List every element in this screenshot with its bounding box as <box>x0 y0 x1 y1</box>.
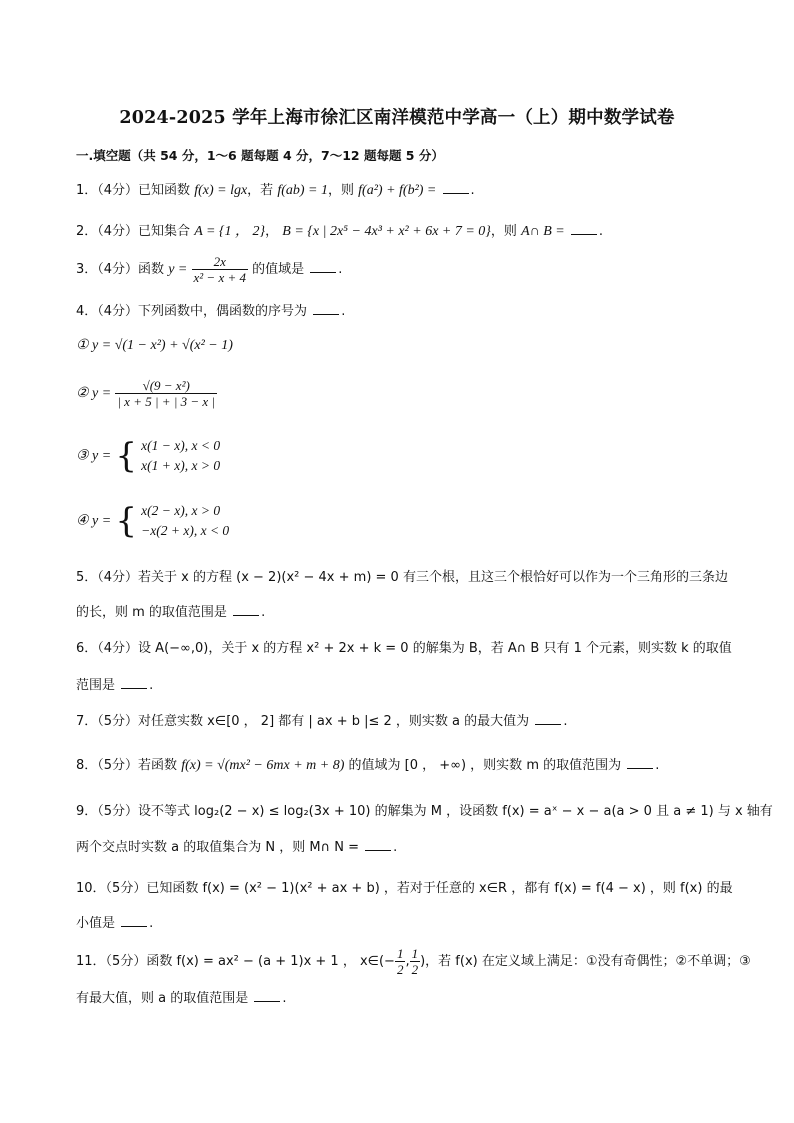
question-2 <box>76 220 603 240</box>
answer-blank[interactable] <box>443 182 469 194</box>
q1-text2: ，则 <box>328 183 355 198</box>
answer-blank[interactable] <box>627 757 653 769</box>
q1-label: 1．（4分）已知函数 <box>76 183 191 198</box>
answer-blank[interactable] <box>571 223 597 235</box>
q4-option-4-label: ④ y = <box>76 513 112 529</box>
q4-option-2 <box>76 378 217 409</box>
answer-blank[interactable] <box>121 915 147 927</box>
q5-end: . <box>261 605 266 620</box>
q9-end: . <box>393 840 398 855</box>
q11-fraction-1-den: 2 <box>396 962 404 977</box>
q8-end: . <box>655 758 660 773</box>
section-heading: 一.填空题（共 54 分，1～6 题每题 4 分，7～12 题每题 5 分） <box>76 148 444 163</box>
q8-function: f(x) = √(mx² − 6mx + m + 8) <box>181 758 345 773</box>
q11-text-a: 11．（5分）函数 f(x) = ax² − (a + 1)x + 1 ， x∈(− <box>76 954 395 969</box>
q3-denominator: x² − x + 4 <box>193 270 246 285</box>
q1-function: f(x) = lgx <box>194 183 248 198</box>
q4-option-4-cases <box>141 501 229 541</box>
question-5-cont <box>76 601 265 620</box>
q4-option-2-fraction <box>115 378 217 409</box>
q11-line-2: 有最大值，则 a 的取值范围是 <box>76 991 249 1006</box>
q4-label: 4．（4分）下列函数中，偶函数的序号为 <box>76 304 308 319</box>
q4-option-4 <box>76 501 229 541</box>
left-brace: { <box>115 436 137 476</box>
question-9: 9．（5分）设不等式 log₂(2 − x) ≤ log₂(3x + 10) 的解集为 M ，设函数 f(x) = aˣ − x − a(a > 0 且 a ≠ 1) 与 x 轴有 <box>76 804 773 819</box>
answer-blank[interactable] <box>535 713 561 725</box>
q4-option-2-numerator: √(9 − x²) <box>115 378 217 394</box>
q10-line-2: 小值是 <box>76 916 116 931</box>
q2-set-a: A = {1 ， 2} <box>194 224 266 239</box>
q3-numerator: 2x <box>192 254 248 270</box>
q3-lhs: y = <box>168 262 188 277</box>
question-1 <box>76 179 475 199</box>
q4-option-3 <box>76 436 220 476</box>
q11-fraction-2 <box>410 946 421 977</box>
q1-end: . <box>470 183 475 198</box>
q2-expression: A∩ B = <box>521 224 565 239</box>
q4-option-2-denominator: | x + 5 | + | 3 − x | <box>117 394 216 409</box>
q1-expression: f(a²) + f(b²) = <box>358 183 437 198</box>
q2-text: ， <box>265 224 279 239</box>
q4-option-1: ① y = √(1 − x²) + √(x² − 1) <box>76 338 233 353</box>
q7-text: 7．（5分）对任意实数 x∈[0 ， 2] 都有 | ax + b |≤ 2 ，则实数 a 的最大值为 <box>76 714 530 729</box>
case-2: x(1 + x), x > 0 <box>141 458 221 473</box>
q10-end: . <box>149 916 154 931</box>
q1-text: ，若 <box>247 183 274 198</box>
q11-comma: , <box>405 954 410 969</box>
q11-fraction-2-den: 2 <box>411 962 419 977</box>
q4-option-3-label: ③ y = <box>76 448 112 464</box>
question-9-cont <box>76 836 397 855</box>
q9-line-2: 两个交点时实数 a 的取值集合为 N ，则 M∩ N = <box>76 840 359 855</box>
q8-text: 的值域为 [0 ， +∞) ，则实数 m 的取值范围为 <box>348 758 622 773</box>
q11-end: . <box>282 991 287 1006</box>
question-8 <box>76 754 659 774</box>
q2-label: 2．（4分）已知集合 <box>76 224 191 239</box>
case-1: x(1 − x), x < 0 <box>141 438 221 453</box>
q8-label: 8．（5分）若函数 <box>76 758 178 773</box>
answer-blank[interactable] <box>365 839 391 851</box>
q3-text: 的值域是 <box>252 262 305 277</box>
answer-blank[interactable] <box>233 604 259 616</box>
answer-blank[interactable] <box>121 677 147 689</box>
q3-label: 3．（4分）函数 <box>76 262 165 277</box>
page-title: 2024-2025 学年上海市徐汇区南洋模范中学高一（上）期中数学试卷 <box>119 108 675 128</box>
case-1: x(2 − x), x > 0 <box>141 503 221 518</box>
q6-line-2: 范围是 <box>76 678 116 693</box>
q4-end: . <box>341 304 346 319</box>
q4-option-3-cases <box>141 436 220 476</box>
q11-fraction-2-num: 1 <box>411 946 419 961</box>
question-5: 5．（4分）若关于 x 的方程 (x − 2)(x² − 4x + m) = 0 有三个根，且这三个根恰好可以作为一个三角形的三条边 <box>76 570 728 585</box>
q6-end: . <box>149 678 154 693</box>
question-10: 10．（5分）已知函数 f(x) = (x² − 1)(x² + ax + b) ，若对于任意的 x∈R ，都有 f(x) = f(4 − x) ，则 f(x) 的最 <box>76 881 733 896</box>
question-11-cont <box>76 987 287 1006</box>
answer-blank[interactable] <box>254 990 280 1002</box>
answer-blank[interactable] <box>310 261 336 273</box>
question-6-cont <box>76 674 153 693</box>
q4-option-2-label: ② y = <box>76 386 112 401</box>
q11-text-b: )，若 f(x) 在定义域上满足：①没有奇偶性；②不单调；③ <box>420 954 751 969</box>
q5-line-2: 的长，则 m 的取值范围是 <box>76 605 227 620</box>
q3-end: . <box>338 262 343 277</box>
question-4 <box>76 300 345 319</box>
question-10-cont <box>76 912 153 931</box>
q11-fraction-1 <box>395 946 406 977</box>
q11-fraction-1-num: 1 <box>396 946 404 961</box>
question-7 <box>76 710 567 729</box>
question-11 <box>76 946 751 977</box>
question-3 <box>76 254 342 285</box>
q7-end: . <box>563 714 568 729</box>
q2-text2: ，则 <box>490 224 517 239</box>
question-6: 6．（4分）设 A(−∞,0)，关于 x 的方程 x² + 2x + k = 0 的解集为 B，若 A∩ B 只有 1 个元素，则实数 k 的取值 <box>76 641 732 656</box>
answer-blank[interactable] <box>313 303 339 315</box>
q2-end: . <box>598 224 604 239</box>
left-brace: { <box>115 501 137 541</box>
q2-set-b: B = {x | 2x⁵ − 4x³ + x² + 6x + 7 = 0} <box>282 224 491 239</box>
q3-fraction <box>192 254 248 285</box>
q1-condition: f(ab) = 1 <box>277 183 328 198</box>
case-2: −x(2 + x), x < 0 <box>141 523 230 538</box>
